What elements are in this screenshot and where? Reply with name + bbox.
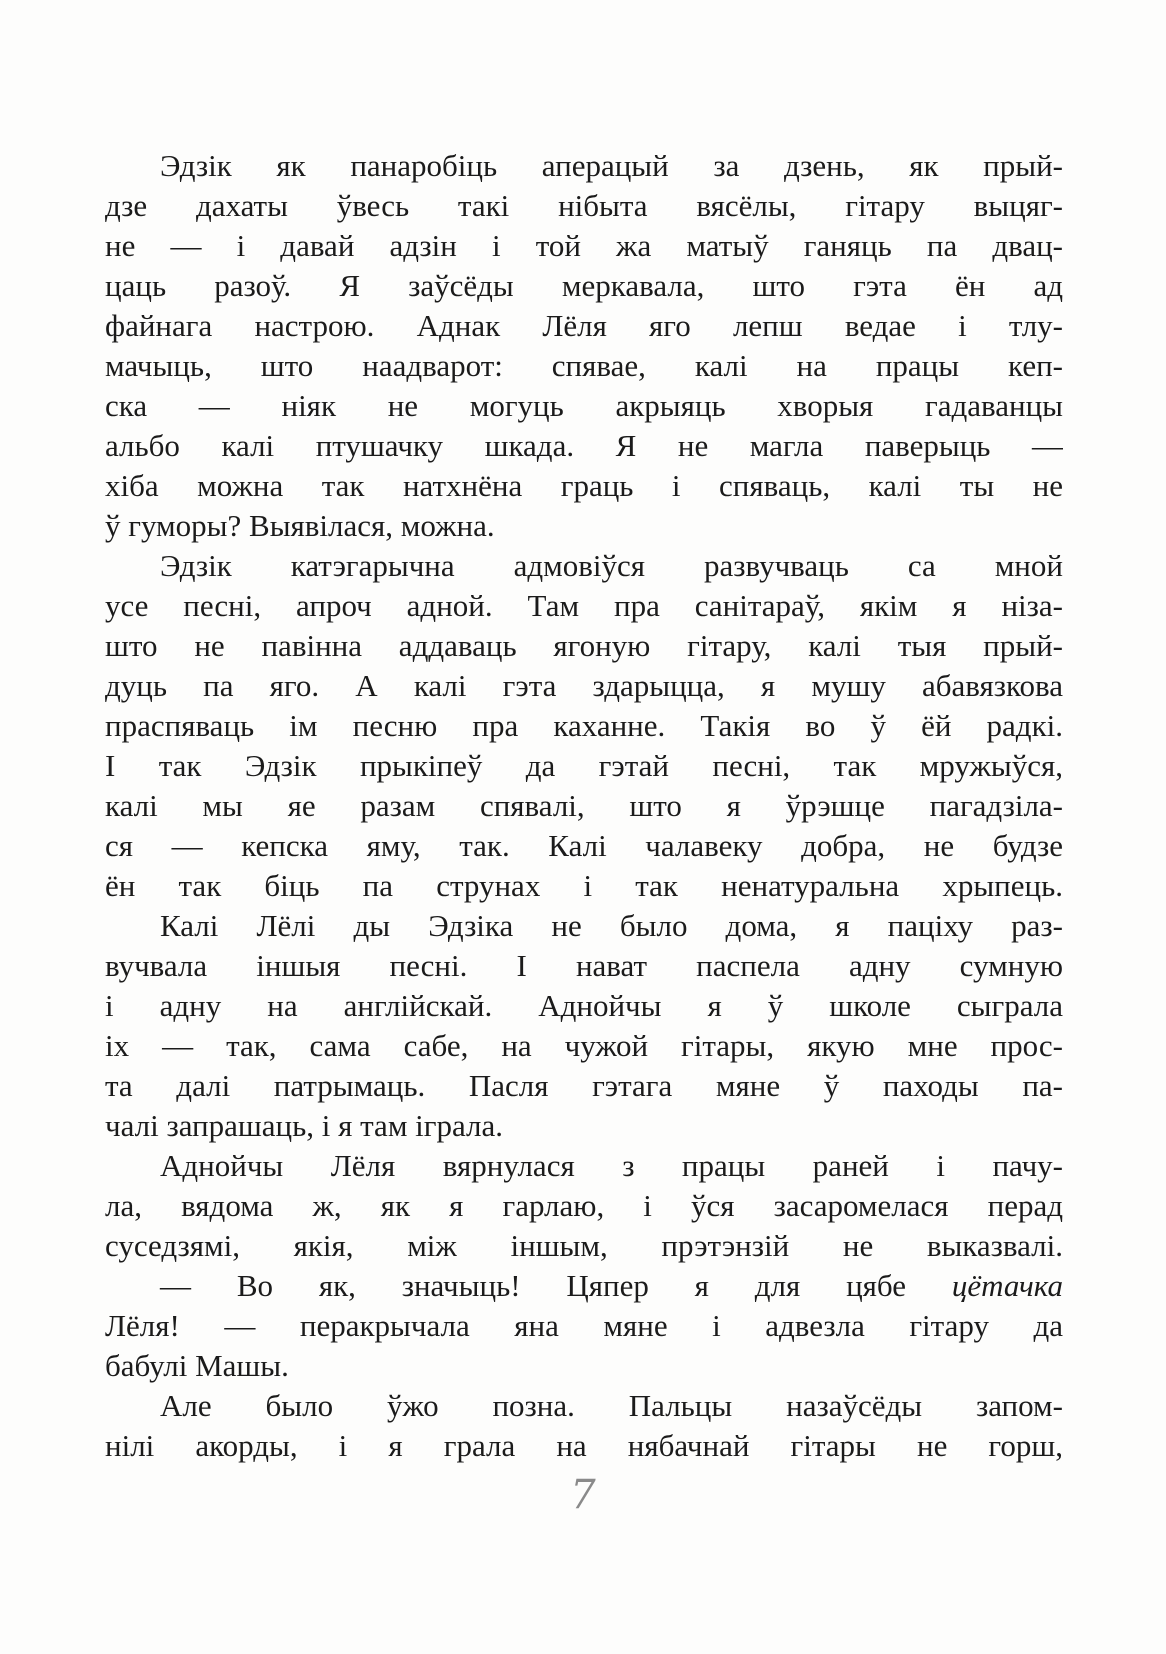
text-line-p3-l6: чалі запрашаць, і я там іграла.	[105, 1108, 504, 1143]
text-line-p1-l6: мачыць, што наадварот: спявае, калі на працы кеп-	[105, 348, 1063, 383]
text-line-p2-l2: усе песні, апроч адной. Там пра санітараў, якім я ніза-	[105, 588, 1063, 623]
text-line-p6-l2: нілі акорды, і я грала на нябачнай гітары не горш,	[105, 1428, 1063, 1463]
text-line-p1-l1: Эдзік як панаробіць аперацый за дзень, як прый-	[160, 148, 1063, 183]
text-line-p2-l6: І так Эдзік прыкіпеў да гэтай песні, так мружыўся,	[105, 748, 1063, 783]
page-number: 7	[570, 1472, 596, 1518]
text-line-p6-l1: Але было ўжо позна. Пальцы назаўсёды запом-	[160, 1388, 1063, 1423]
text-line-p2-l3: што не павінна аддаваць ягоную гітару, калі тыя прый-	[105, 628, 1063, 663]
text-line-p1-l4: цаць разоў. Я заўсёды меркавала, што гэта ён ад	[105, 268, 1063, 303]
page-text-block	[105, 146, 1063, 1466]
text-line-p3-l1: Калі Лёлі ды Эдзіка не было дома, я паціху раз-	[160, 908, 1063, 943]
text-line-p3-l2: вучвала іншыя песні. І нават паспела адну сумную	[105, 948, 1063, 983]
text-line-p3-l4: іх — так, сама сабе, на чужой гітары, якую мне прос-	[105, 1028, 1063, 1063]
text-line-p3-l3: і адну на англійскай. Аднойчы я ў школе сыграла	[105, 988, 1063, 1023]
text-line-p1-l7: ска — ніяк не могуць акрыяць хворыя гадаванцы	[105, 388, 1063, 423]
text-line-p5-l2: Лёля! — перакрычала яна мяне і адвезла гітару да	[105, 1308, 1063, 1343]
text-line-p1-l9: хіба можна так натхнёна граць і спяваць, калі ты не	[105, 468, 1063, 503]
text-line-p2-l8: ся — кепска яму, так. Калі чалавеку добра, не будзе	[105, 828, 1063, 863]
text-line-p5-l3: бабулі Машы.	[105, 1348, 289, 1383]
text-line-p3-l5: та далі патрымаць. Пасля гэтага мяне ў паходы па-	[105, 1068, 1063, 1103]
text-line-p4-l3: суседзямі, якія, між іншым, прэтэнзій не выказвалі.	[105, 1228, 1063, 1263]
text-line-p2-l4: дуць па яго. А калі гэта здарыцца, я мушу абавязкова	[105, 668, 1063, 703]
text-line-p1-l5: файнага настрою. Аднак Лёля яго лепш ведае і тлу-	[105, 308, 1063, 343]
text-line-p5-l1: — Во як, значыць! Цяпер я для цябе цётачка	[160, 1268, 1063, 1303]
text-line-p4-l1: Аднойчы Лёля вярнулася з працы раней і пачу-	[160, 1148, 1063, 1183]
text-line-p1-l3: не — і давай адзін і той жа матыў ганяць па двац-	[105, 228, 1063, 263]
text-line-p1-l2: дзе дахаты ўвесь такі нібыта вясёлы, гітару выцяг-	[105, 188, 1063, 223]
text-line-p1-l10: ў гуморы? Выявілася, можна.	[105, 508, 495, 543]
text-line-p4-l2: ла, вядома ж, як я гарлаю, і ўся засаромелася перад	[105, 1188, 1063, 1223]
text-line-p2-l1: Эдзік катэгарычна адмовіўся развучваць са мной	[160, 548, 1063, 583]
text-line-p2-l5: праспяваць ім песню пра каханне. Такія во ў ёй радкі.	[105, 708, 1063, 743]
text-line-p1-l8: альбо калі птушачку шкада. Я не магла паверыць —	[105, 428, 1063, 463]
text-line-p2-l9: ён так біць па струнах і так ненатуральна хрыпець.	[105, 868, 1063, 903]
text-line-p2-l7: калі мы яе разам спявалі, што я ўрэшце пагадзіла-	[105, 788, 1063, 823]
